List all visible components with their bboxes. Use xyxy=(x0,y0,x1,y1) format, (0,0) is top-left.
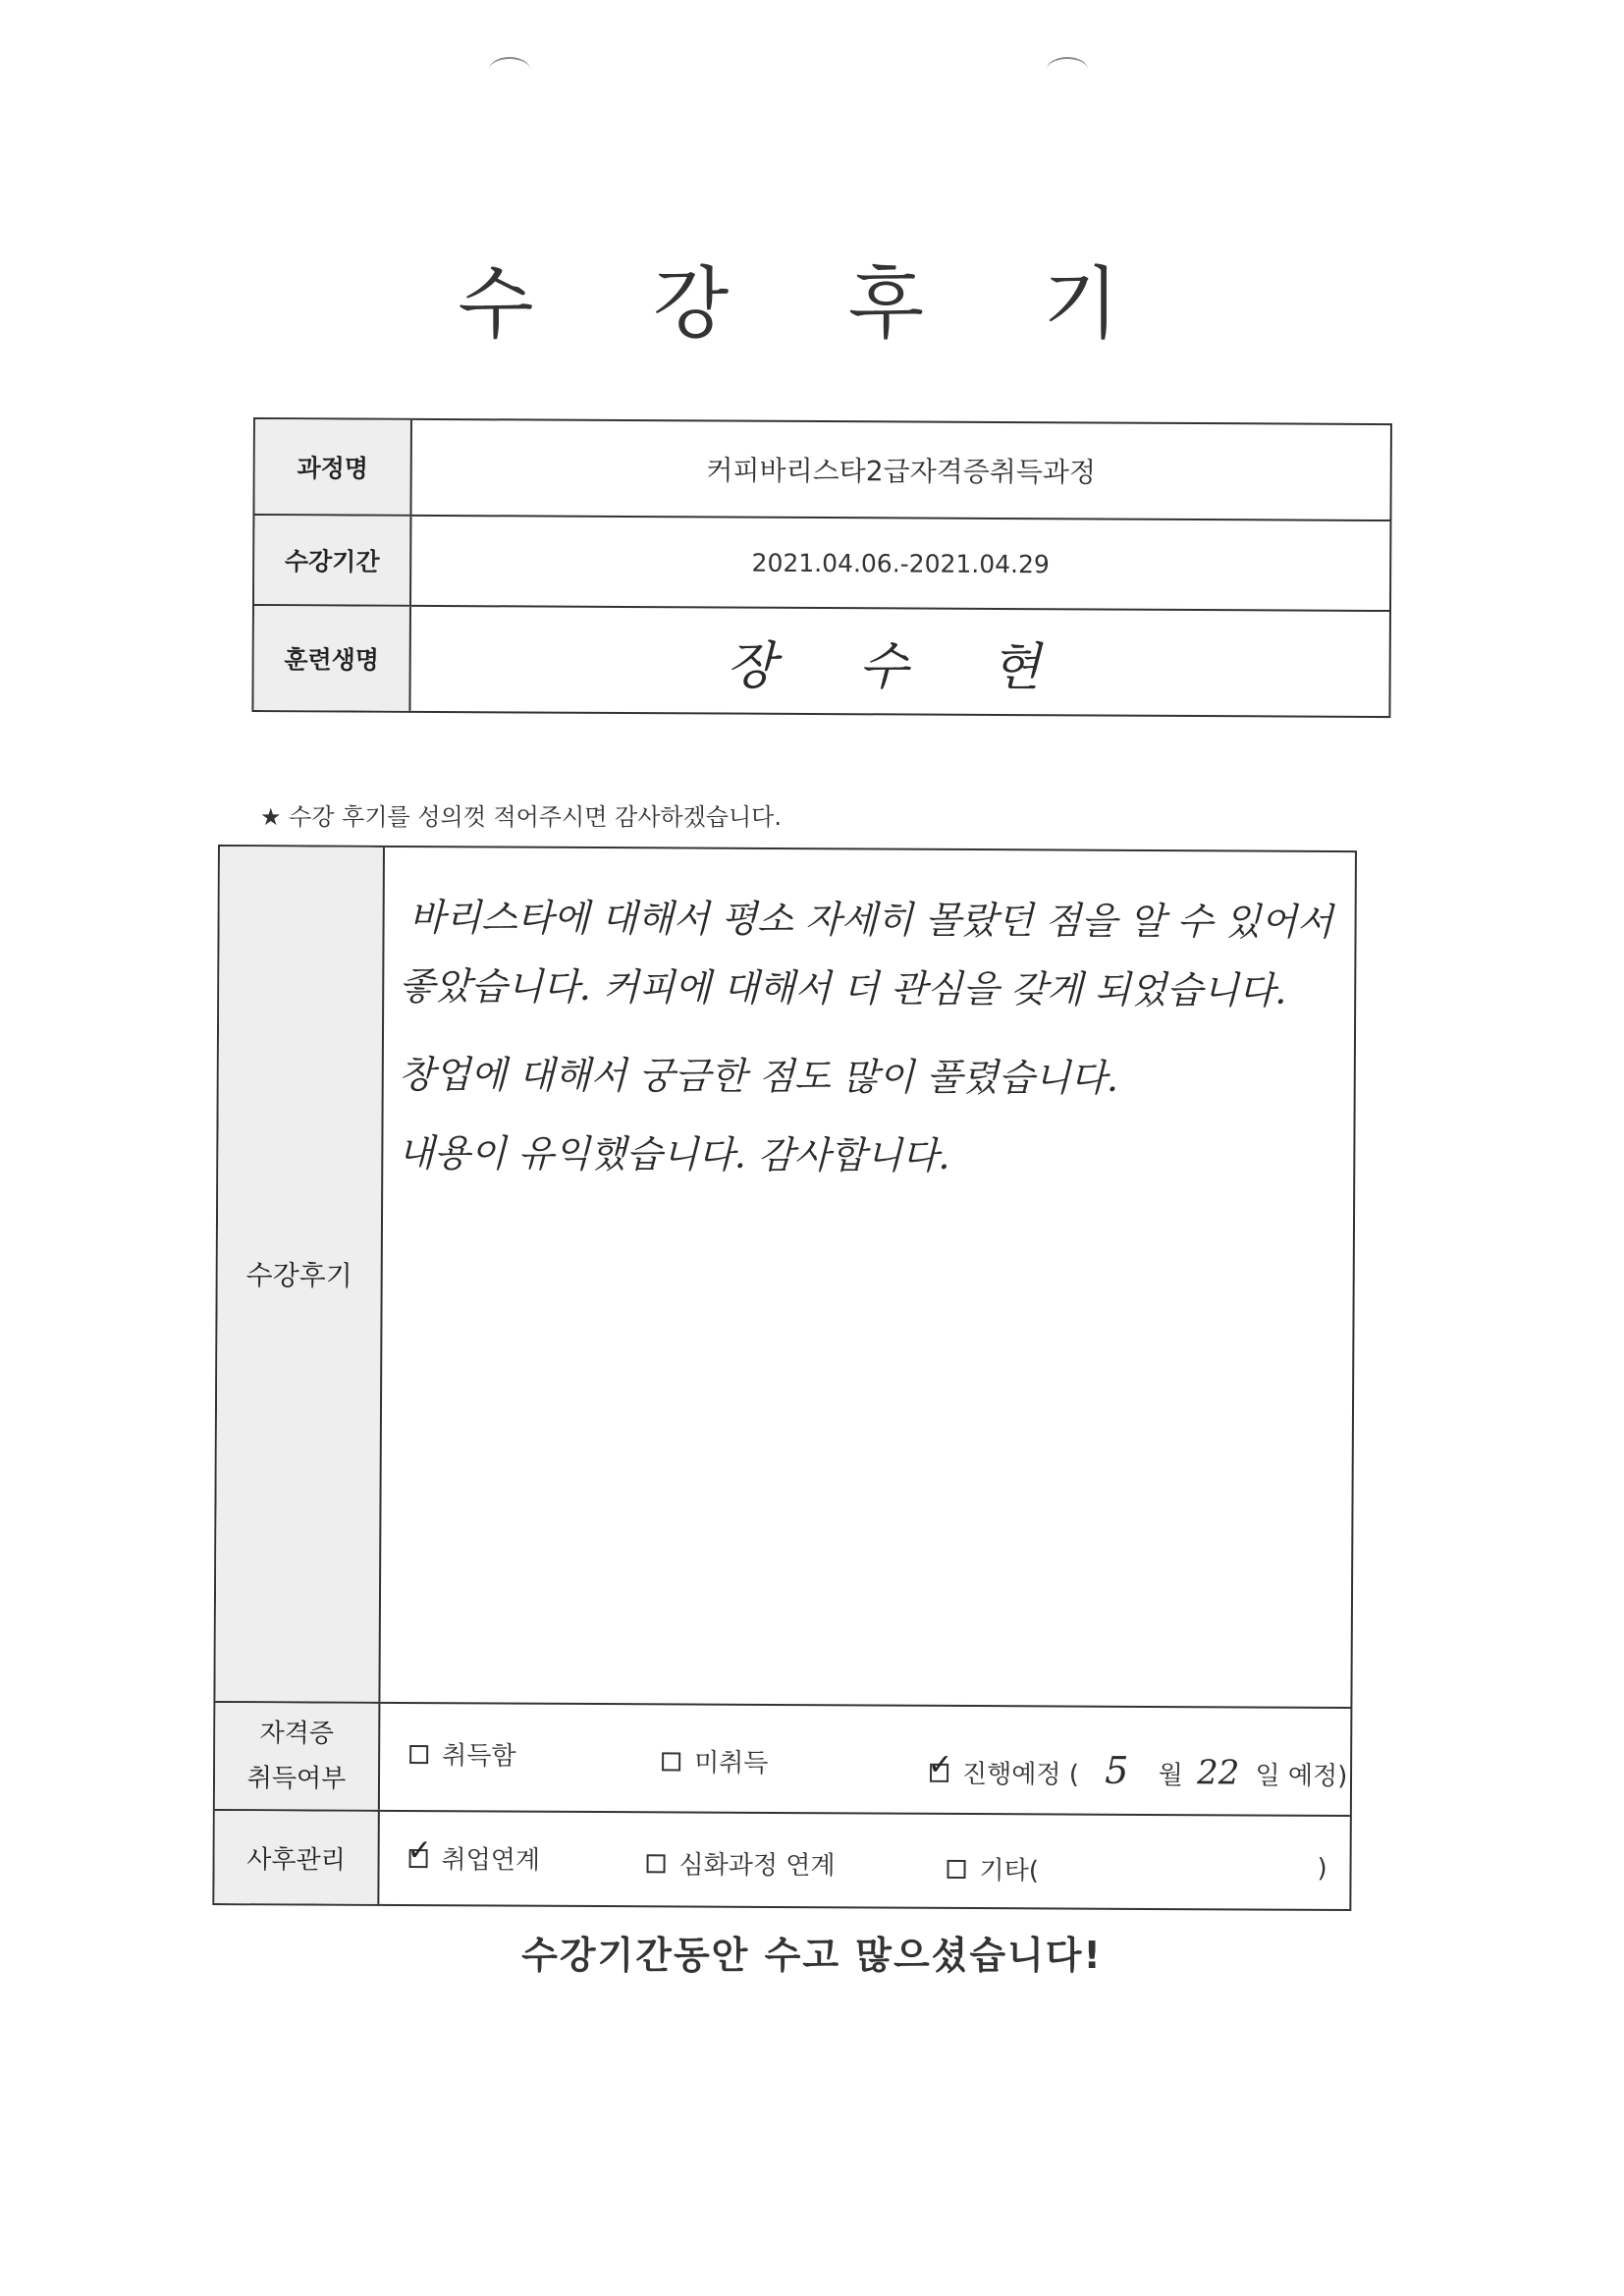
aftercare-label: 사후관리 xyxy=(214,1811,379,1904)
trainee-value: 장 수 현 xyxy=(726,636,1074,697)
punch-hole-left xyxy=(489,57,530,82)
checkbox-job-link[interactable] xyxy=(406,1833,432,1869)
checkbox-acquired[interactable] xyxy=(409,1745,428,1764)
expected-day: 22 xyxy=(1196,1753,1240,1793)
review-line: 바리스타에 대해서 평소 자세히 몰랐던 점을 알 수 있어서 xyxy=(408,896,1333,944)
option-in-progress[interactable] xyxy=(930,1748,1348,1793)
checkmark-icon: ✓ xyxy=(406,1833,432,1869)
other-close-paren: ) xyxy=(1317,1853,1327,1884)
review-line: 좋았습니다. 커피에 대해서 더 관심을 갖게 되었습니다. xyxy=(399,963,1287,1012)
option-advanced-course-label: 심화과정 연계 xyxy=(678,1850,836,1882)
option-other[interactable] xyxy=(947,1850,1039,1886)
certificate-label-line1: 자격증 xyxy=(259,1719,335,1749)
option-advanced-course[interactable] xyxy=(646,1844,835,1882)
review-label: 수강후기 xyxy=(215,847,385,1702)
option-job-link[interactable] xyxy=(406,1833,541,1877)
checkbox-other[interactable] xyxy=(947,1860,965,1879)
day-suffix: 일 예정) xyxy=(1255,1761,1348,1792)
trainee-label: 훈련생명 xyxy=(253,606,411,711)
option-in-progress-label: 진행예정 ( xyxy=(961,1759,1080,1790)
course-value: 커피바리스타2급자격증취득과정 xyxy=(706,454,1097,489)
option-not-acquired[interactable] xyxy=(662,1742,769,1779)
checkmark-icon: ✓ xyxy=(928,1747,953,1782)
option-not-acquired-label: 미취득 xyxy=(694,1748,769,1778)
certificate-options xyxy=(380,1704,1353,1815)
expected-month: 5 xyxy=(1105,1748,1129,1792)
info-table xyxy=(251,417,1392,718)
review-text xyxy=(380,847,1357,1707)
month-suffix: 월 xyxy=(1158,1761,1183,1791)
punch-hole-right xyxy=(1047,57,1088,82)
option-acquired-label: 취득함 xyxy=(442,1741,516,1772)
certificate-label xyxy=(215,1703,381,1810)
page-title: 수 강 후 기 xyxy=(458,258,1166,350)
option-acquired[interactable] xyxy=(409,1735,516,1773)
aftercare-options xyxy=(379,1812,1351,1909)
certificate-label-line2: 취득여부 xyxy=(246,1764,347,1794)
instruction-note: ★ 수강 후기를 성의껏 적어주시면 감사하겠습니다. xyxy=(260,803,782,831)
option-other-label: 기타( xyxy=(979,1856,1040,1886)
course-label: 과정명 xyxy=(254,419,412,515)
option-job-link-label: 취업연계 xyxy=(441,1845,541,1876)
checkbox-advanced-course[interactable] xyxy=(647,1854,666,1873)
period-label: 수강기간 xyxy=(254,516,411,605)
review-line: 내용이 유익했습니다. 감사합니다. xyxy=(398,1130,950,1177)
checkbox-in-progress[interactable] xyxy=(928,1747,953,1782)
review-line: 창업에 대해서 궁금한 점도 많이 풀렸습니다. xyxy=(398,1052,1119,1100)
period-value: 2021.04.06.-2021.04.29 xyxy=(751,548,1050,578)
review-table xyxy=(212,845,1357,1911)
footer-message: 수강기간동안 수고 많으셨습니다! xyxy=(521,1934,1103,1977)
checkbox-not-acquired[interactable] xyxy=(662,1752,680,1771)
